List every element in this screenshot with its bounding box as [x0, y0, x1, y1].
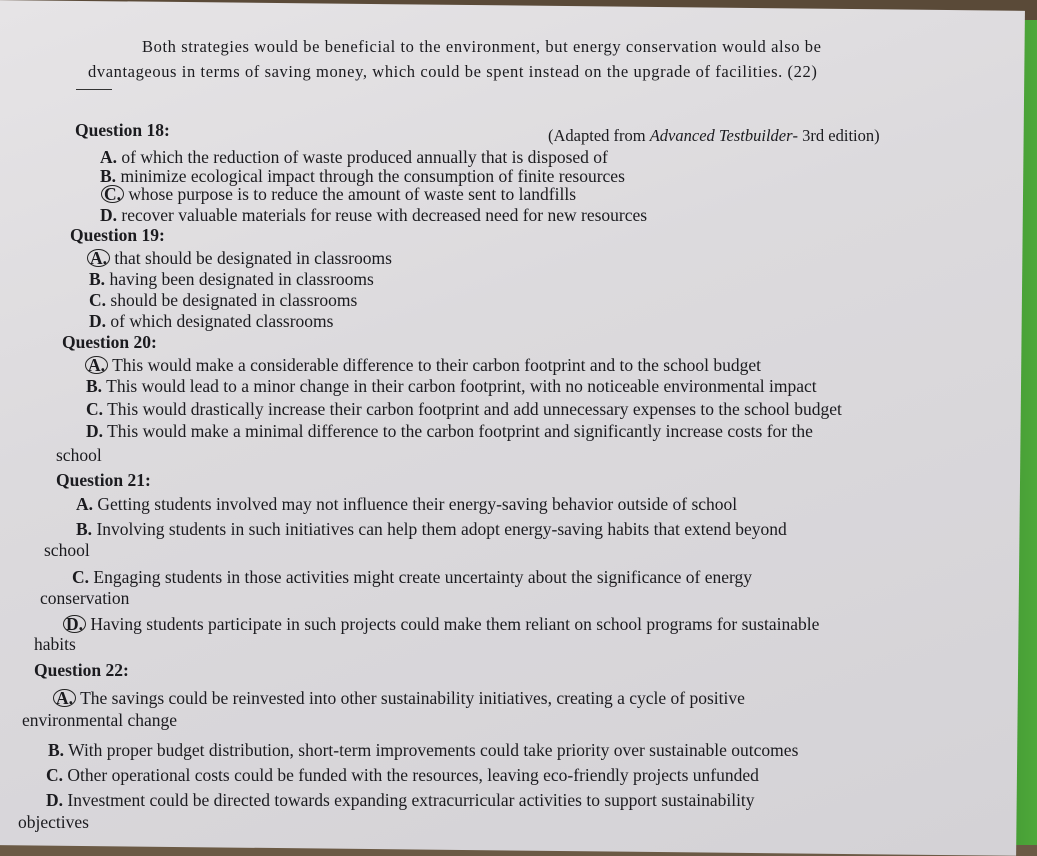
q21-option-b-cont: school — [44, 540, 90, 560]
selected-answer-circle: D. — [63, 615, 86, 633]
source-title: Advanced Testbuilder — [649, 126, 793, 145]
q21-option-d: D. Having students participate in such projects could make them reliant on school programs for sustainable — [66, 614, 819, 634]
q22-option-c: C. Other operational costs could be funded with the resources, leaving eco-friendly projects unfunded — [46, 765, 759, 785]
q22-option-a: A. The savings could be reinvested into other sustainability initiatives, creating a cycle of positive — [56, 688, 745, 708]
q20-option-b: B. This would lead to a minor change in their carbon footprint, with no noticeable environmental impact — [86, 376, 817, 396]
q19-option-a: A. that should be designated in classrooms — [90, 248, 392, 268]
q19-option-b: B. having been designated in classrooms — [89, 269, 374, 289]
q18-option-c: C. whose purpose is to reduce the amount of waste sent to landfills — [104, 184, 576, 204]
question-18-label: Question 18: — [75, 120, 170, 140]
selected-answer-circle: A. — [87, 249, 110, 267]
q22-option-a-cont: environmental change — [22, 710, 178, 730]
answer-blank — [76, 74, 112, 94]
q19-option-d: D. of which designated classrooms — [89, 311, 334, 331]
q22-option-b: B. With proper budget distribution, short-term improvements could take priority over sustainable outcomes — [48, 740, 799, 760]
q21-option-d-cont: habits — [34, 634, 76, 654]
q18-option-d: D. recover valuable materials for reuse with decreased need for new resources — [100, 205, 648, 225]
question-21-label: Question 21: — [56, 470, 151, 490]
selected-answer-circle: C. — [101, 185, 124, 203]
q20-option-d-cont: school — [56, 445, 102, 465]
q21-option-c-cont: conservation — [40, 588, 130, 608]
q20-option-c: C. This would drastically increase their carbon footprint and add unnecessary expenses to the school budget — [86, 399, 842, 419]
q21-option-c: C. Engaging students in those activities might create uncertainty about the significance of energy — [72, 567, 753, 587]
selected-answer-circle: A. — [85, 356, 108, 374]
source-citation: (Adapted from Advanced Testbuilder- 3rd edition) — [548, 126, 880, 145]
q21-option-a: A. Getting students involved may not influence their energy-saving behavior outside of school — [76, 494, 738, 514]
q21-option-b: B. Involving students in such initiatives can help them adopt energy-saving habits that extend beyond — [76, 519, 787, 539]
q18-option-b: B. minimize ecological impact through the consumption of finite resources — [100, 166, 625, 186]
q22-option-d-cont: objectives — [18, 812, 89, 832]
selected-answer-circle: A. — [53, 689, 76, 707]
q20-option-a: A. This would make a considerable difference to their carbon footprint and to the school budget — [88, 355, 761, 375]
intro-line-2-text: dvantageous in terms of saving money, which could be spent instead on the upgrade of facilities. (22) — [88, 62, 818, 81]
q19-option-c: C. should be designated in classrooms — [89, 290, 358, 310]
question-22-label: Question 22: — [34, 660, 129, 680]
q22-option-d: D. Investment could be directed towards expanding extracurricular activities to support sustainability — [46, 790, 755, 810]
question-19-label: Question 19: — [70, 225, 165, 245]
question-20-label: Question 20: — [62, 332, 157, 352]
intro-line-1: Both strategies would be beneficial to the environment, but energy conservation would also be — [142, 37, 822, 56]
intro-line-2 — [88, 62, 817, 82]
q20-option-d: D. This would make a minimal difference to the carbon footprint and significantly increase costs for the — [86, 421, 813, 441]
q18-option-a: A. of which the reduction of waste produced annually that is disposed of — [100, 147, 608, 167]
